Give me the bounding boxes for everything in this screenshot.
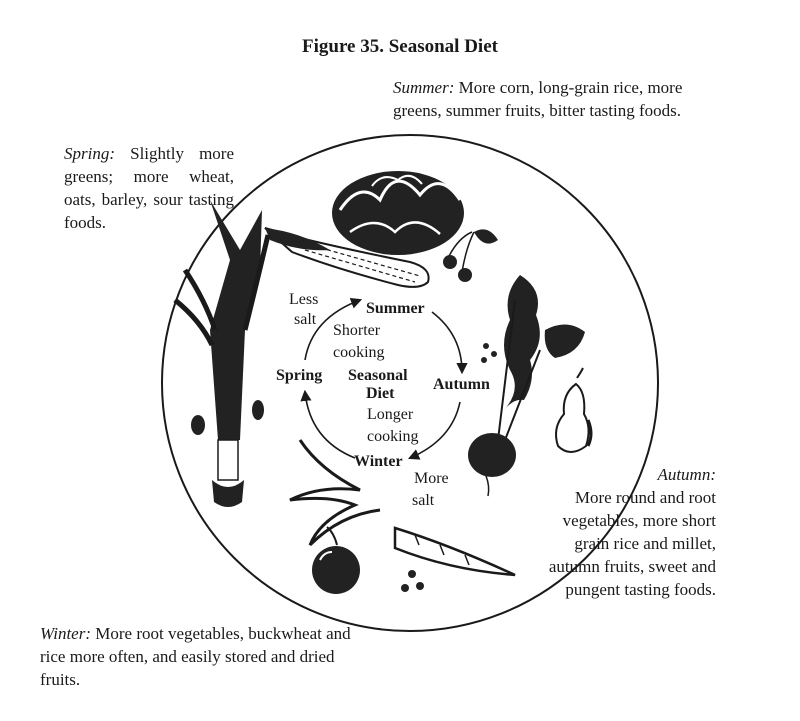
leek-icon (175, 200, 268, 507)
cycle-autumn-label: Autumn (433, 376, 490, 393)
center-label-1: Seasonal (348, 367, 408, 384)
figure-title: Figure 35. Seasonal Diet (302, 36, 498, 57)
shorter-cooking-1: Shorter (333, 322, 381, 339)
cycle-winter-label: Winter (354, 453, 403, 470)
spring-note-text: Slightly more greens; more wheat, oats, barley, sour tasting foods. (64, 144, 234, 232)
less-salt-2: salt (294, 311, 317, 328)
cycle-spring-label: Spring (276, 367, 323, 384)
lettuce-icon (332, 171, 464, 255)
autumn-note-text: More round and root vegetables, more short grain rice and millet, autumn fruits, sweet and pungent tasting foods. (548, 488, 716, 599)
less-salt-1: Less (289, 291, 319, 308)
center-label-2: Diet (366, 385, 395, 402)
longer-cooking-2: cooking (367, 428, 419, 445)
autumn-note-season: Autumn: (657, 465, 716, 484)
cycle-summer-label: Summer (366, 300, 425, 317)
more-salt-1: More (414, 470, 449, 487)
pear-icon (556, 368, 591, 452)
summer-note-text: More corn, long-grain rice, more greens, summer fruits, bitter tasting foods. (393, 78, 683, 120)
winter-note-text: More root vegetables, buckwheat and rice more often, and easily stored and dried fruits. (40, 624, 351, 689)
arrow-winter-spring (305, 392, 355, 458)
shorter-cooking-2: cooking (333, 344, 385, 361)
winter-note-season: Winter: (40, 624, 91, 643)
more-salt-2: salt (412, 492, 435, 509)
longer-cooking-1: Longer (367, 406, 414, 423)
spring-note-season: Spring: (64, 144, 115, 163)
summer-note-season: Summer: (393, 78, 455, 97)
arrow-summer-autumn (432, 312, 462, 372)
